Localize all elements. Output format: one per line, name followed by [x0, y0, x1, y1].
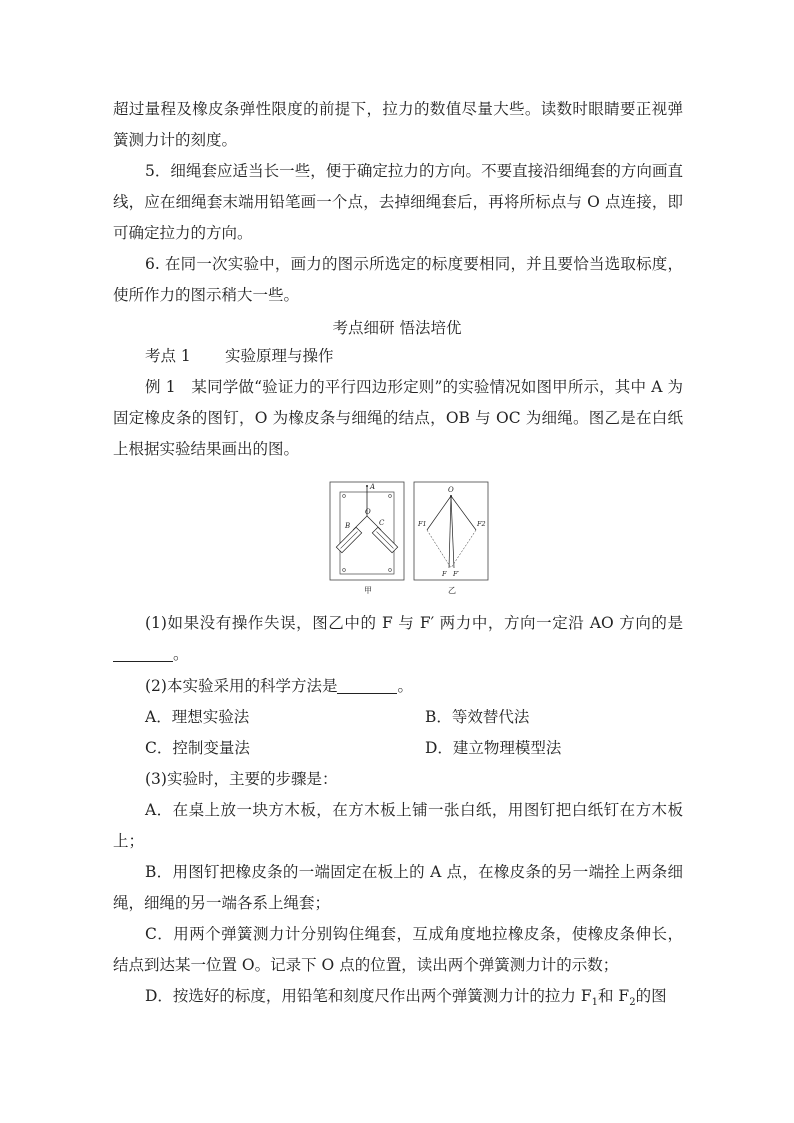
option-a: A．理想实验法 — [145, 708, 250, 726]
question-2-end: 。 — [397, 677, 413, 695]
question-3: (3)实验时，主要的步骤是： — [145, 770, 338, 788]
topic-label: 考点 1 — [145, 347, 191, 365]
paragraph-item-6: 6. 在同一次实验中，画力的图示所选定的标度要相同，并且要恰当选取标度，使所作力的图示稍大一些。 — [113, 255, 683, 304]
answer-blank-1[interactable] — [113, 643, 173, 662]
pin-icon — [343, 495, 346, 498]
vector-f2 — [451, 496, 476, 530]
figure-yi — [414, 482, 488, 595]
step-d-text: D．按选好的标度，用铅笔和刻度尺作出两个弹簧测力计的拉力 F — [145, 987, 592, 1005]
subscript-2: 2 — [629, 997, 636, 1009]
label-o-yi: O — [448, 486, 454, 494]
question-2-text: (2)本实验采用的科学方法是 — [145, 677, 338, 695]
vector-f — [449, 496, 451, 568]
label-a: A — [370, 483, 376, 491]
question-1-text: (1)如果没有操作失误，图乙中的 F 与 F′ 两力中，方向一定沿 AO 方向的是 — [145, 614, 683, 632]
caption-jia: 甲 — [364, 586, 372, 595]
step-d-end: 的图 — [635, 987, 667, 1005]
label-f2: F2 — [477, 520, 486, 528]
paragraph-continuation: 超过量程及橡皮条弹性限度的前提下，拉力的数值尽量大些。读数时眼睛要正视弹簧测力计的刻度。 — [113, 100, 683, 149]
step-d-mid: 和 F — [598, 987, 630, 1005]
node-o-icon — [450, 495, 452, 497]
question-1-end: 。 — [173, 645, 189, 663]
label-o: O — [365, 508, 371, 516]
paragraph-item-5: 5．细绳套应适当长一些，便于确定拉力的方向。不要直接沿细绳套的方向画直线，应在细绳套末端用铅笔画一个点，去掉细绳套后，再将所标点与 O 点连接，即可确定拉力的方向。 — [113, 162, 683, 242]
label-f-prime: F′ — [453, 570, 459, 578]
vector-f1 — [427, 496, 451, 530]
option-c: C．控制变量法 — [145, 739, 250, 757]
pin-icon — [389, 569, 392, 572]
option-d: D．建立物理模型法 — [425, 739, 562, 757]
subscript-1: 1 — [591, 997, 598, 1009]
pin-a-icon — [366, 485, 368, 487]
pin-icon — [343, 569, 346, 572]
step-a: A．在桌上放一块方木板，在方木板上铺一张白纸，用图钉把白纸钉在方木板上； — [113, 801, 683, 850]
parallelogram-edge — [427, 530, 451, 568]
vector-f-prime — [451, 496, 454, 568]
step-d — [113, 981, 683, 1018]
topic-title: 实验原理与操作 — [225, 347, 334, 365]
experiment-figure — [328, 480, 498, 598]
question-1 — [113, 608, 683, 670]
label-b: B — [345, 522, 351, 530]
figure-jia — [330, 482, 404, 595]
option-b: B．等效替代法 — [425, 708, 530, 726]
section-title: 考点细研 悟法培优 — [332, 319, 462, 337]
question-2 — [113, 671, 683, 702]
example-1-text: 例 1 某同学做“验证力的平行四边形定则”的实验情况如图甲所示，其中 A 为固定橡皮条的图钉，O 为橡皮条与细绳的结点，OB 与 OC 为细绳。图乙是在白纸上根据实验结果画出的图。 — [113, 378, 683, 458]
topic-heading — [113, 341, 683, 372]
step-b: B．用图钉把橡皮条的一端固定在板上的 A 点，在橡皮条的另一端拴上两条细绳，细绳的另一端各系上绳套； — [113, 863, 683, 912]
step-c: C．用两个弹簧测力计分别钩住绳套，互成角度地拉橡皮条，使橡皮条伸长，结点到达某一位置 O。记录下 O 点的位置，读出两个弹簧测力计的示数； — [113, 925, 683, 974]
answer-blank-2[interactable] — [337, 675, 397, 694]
parallelogram-edge — [451, 530, 476, 568]
caption-yi: 乙 — [448, 586, 456, 595]
pin-icon — [389, 495, 392, 498]
label-c: C — [379, 519, 385, 527]
label-f1: F1 — [418, 520, 427, 528]
label-f: F — [442, 570, 447, 578]
